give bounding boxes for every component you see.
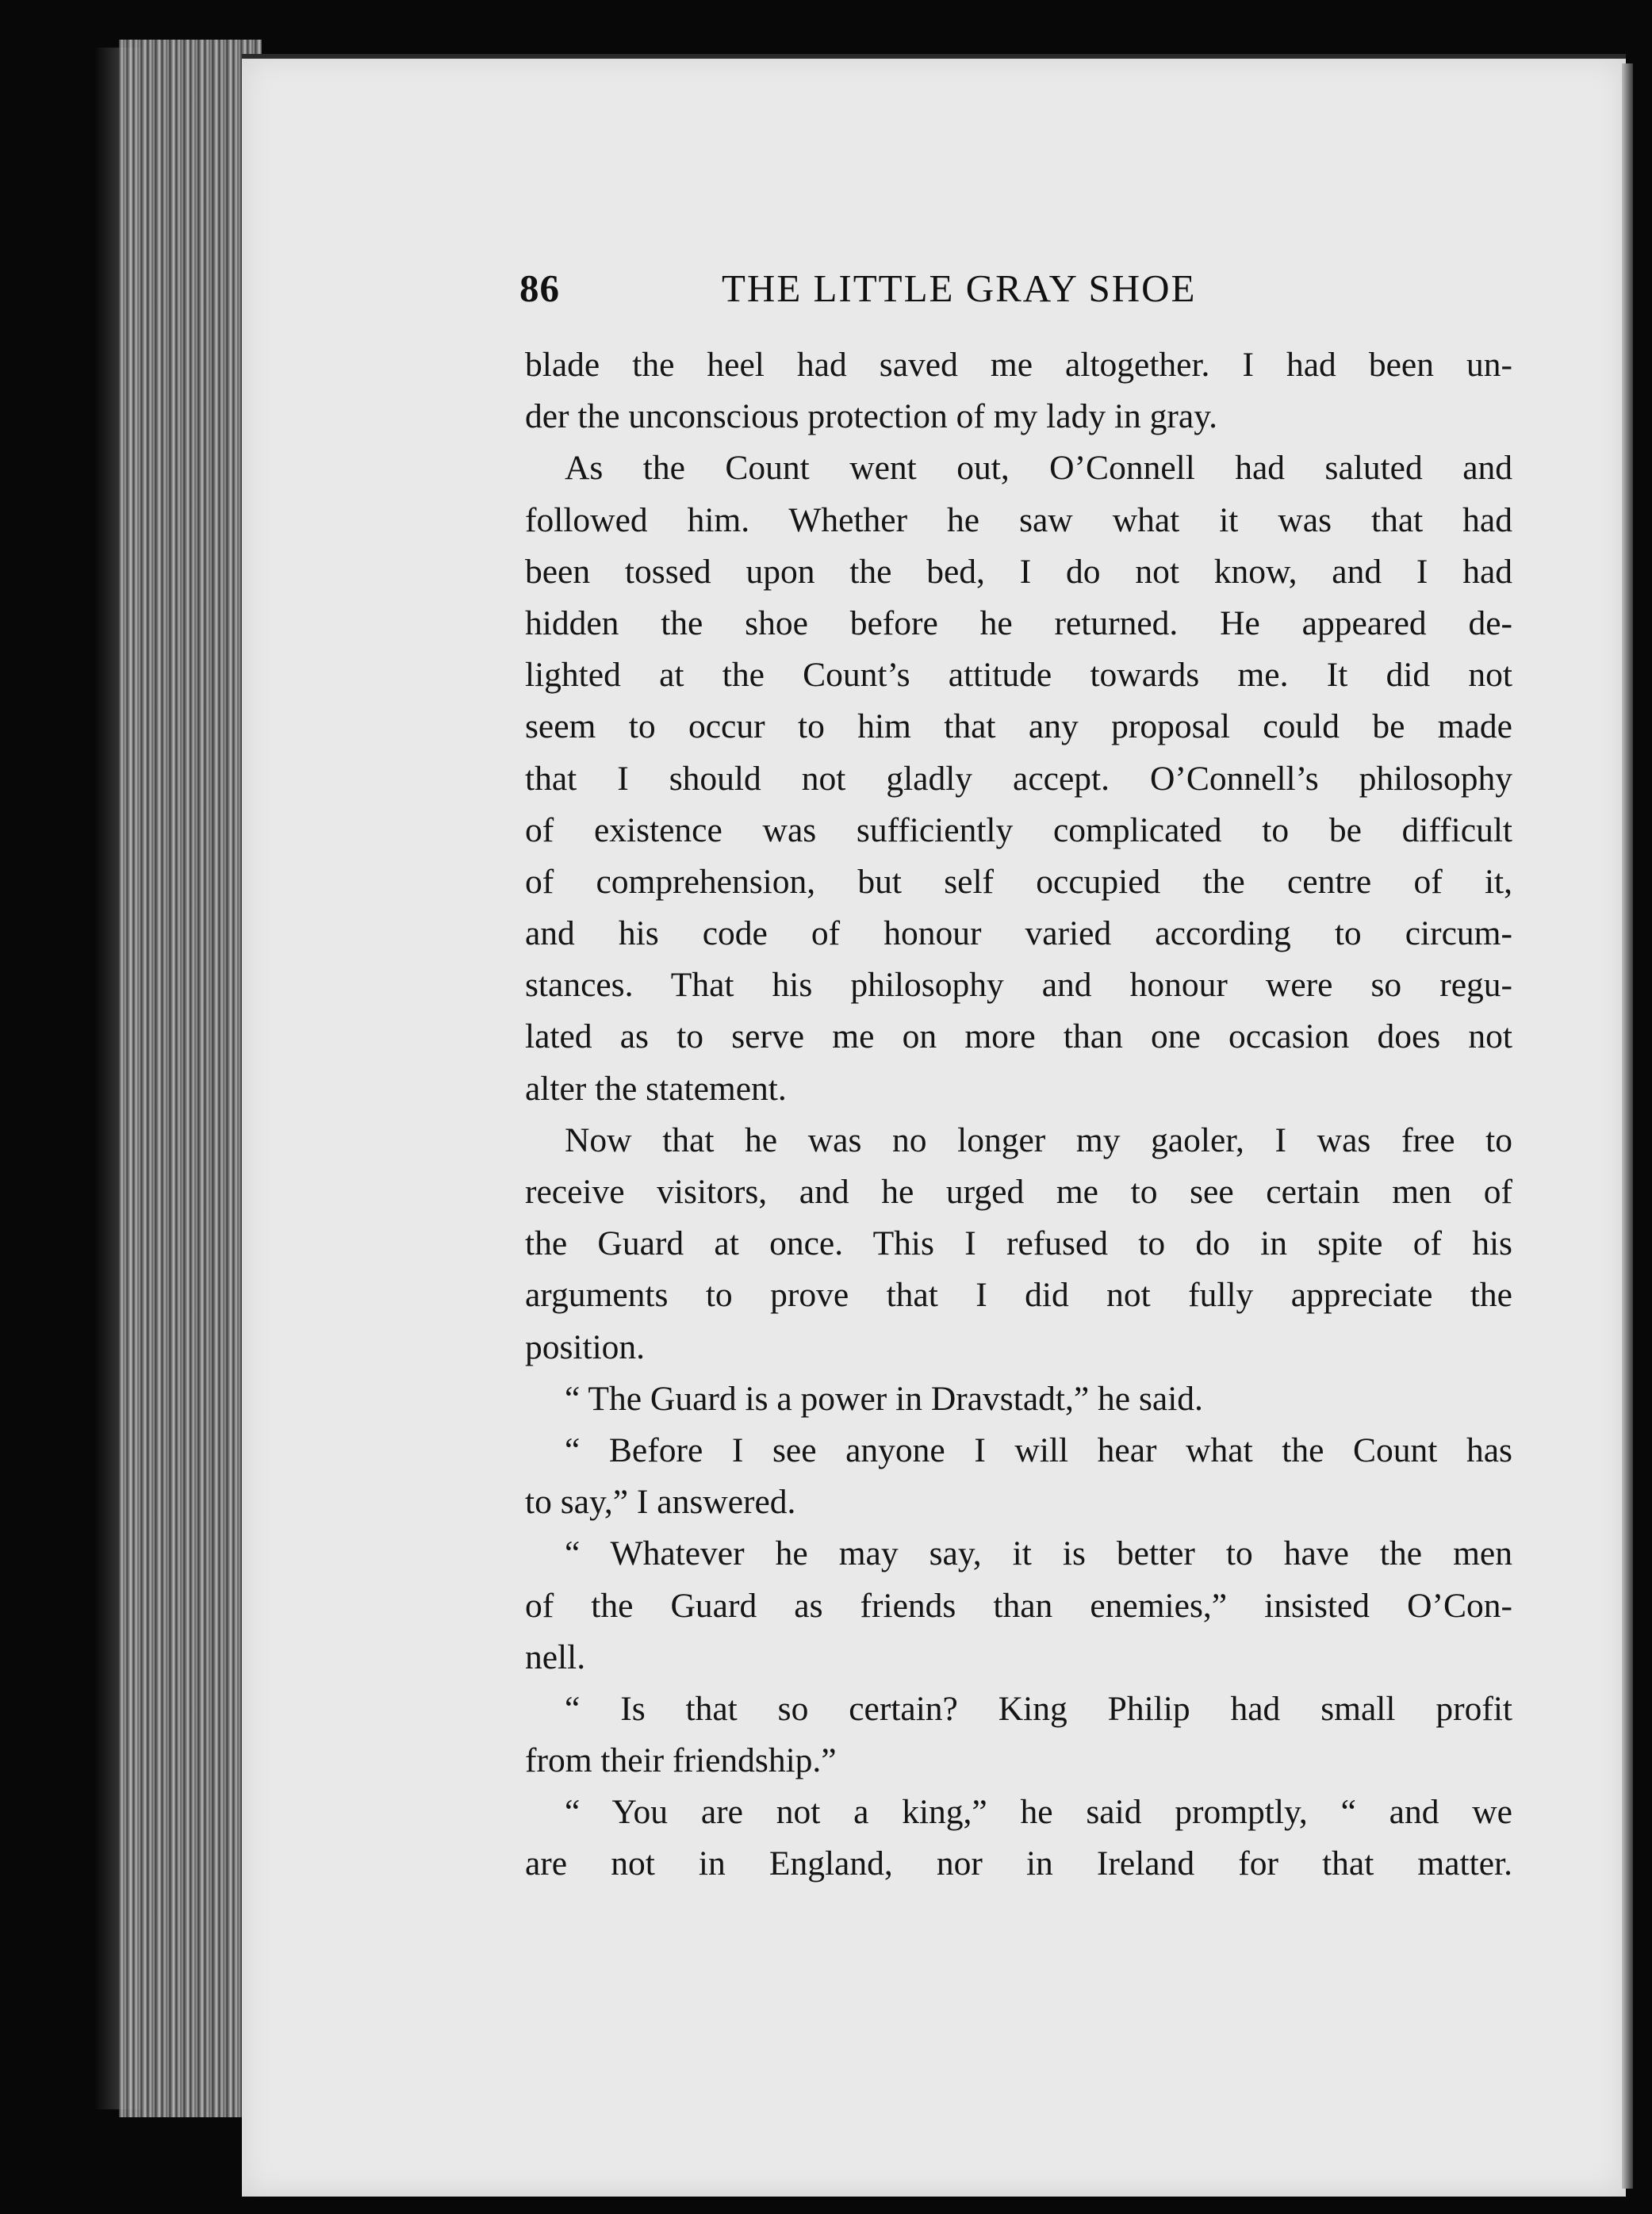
- text-line: are not in England, nor in Ireland for that matter.: [525, 1844, 1512, 1883]
- text-line: “ You are not a king,” he said promptly, “ and we: [565, 1793, 1512, 1832]
- text-line: lated as to serve me on more than one occasion does not: [525, 1017, 1512, 1056]
- text-line: been tossed upon the bed, I do not know, and I had: [525, 552, 1512, 591]
- text-line: position.: [525, 1327, 646, 1366]
- text-line: blade the heel had saved me altogether. I had been un-: [525, 346, 1512, 384]
- text-line: alter the statement.: [525, 1069, 787, 1108]
- text-line: As the Count went out, O’Connell had saluted and: [565, 449, 1512, 488]
- text-line: followed him. Whether he saw what it was that had: [525, 500, 1512, 539]
- text-line: “ The Guard is a power in Dravstadt,” he said.: [565, 1379, 1203, 1418]
- book-page-edges: [119, 40, 262, 2117]
- text-line: receive visitors, and he urged me to see certain men of: [525, 1173, 1512, 1211]
- text-line: of comprehension, but self occupied the centre of it,: [525, 862, 1512, 901]
- text-line: and his code of honour varied according to circum-: [525, 914, 1512, 953]
- page-number: 86: [519, 266, 560, 310]
- text-line: from their friendship.”: [525, 1741, 837, 1780]
- text-line: arguments to prove that I did not fully appreciate the: [525, 1276, 1512, 1315]
- text-line: “ Is that so certain? King Philip had small profit: [565, 1689, 1512, 1728]
- text-line: that I should not gladly accept. O’Connell’s philosophy: [525, 759, 1512, 798]
- text-line: der the unconscious protection of my lady in gray.: [525, 397, 1217, 436]
- text-line: hidden the shoe before he returned. He appeared de-: [525, 603, 1512, 642]
- text-line: seem to occur to him that any proposal could be made: [525, 707, 1512, 746]
- text-line: Now that he was no longer my gaoler, I was free to: [565, 1120, 1512, 1159]
- running-head: [519, 266, 1519, 321]
- body-text: [525, 339, 1512, 1890]
- text-line: stances. That his philosophy and honour were so regu-: [525, 966, 1512, 1005]
- text-line: lighted at the Count’s attitude towards me. It did not: [525, 656, 1512, 695]
- page-right-edge: [1622, 63, 1633, 2189]
- text-line: the Guard at once. This I refused to do in spite of his: [525, 1224, 1512, 1263]
- text-line: of existence was sufficiently complicated to be difficult: [525, 810, 1512, 849]
- page-top-edge: [242, 54, 1626, 59]
- text-line: “ Whatever he may say, it is better to have the men: [565, 1534, 1512, 1573]
- text-line: “ Before I see anyone I will hear what the Count has: [565, 1431, 1512, 1469]
- text-line: nell.: [525, 1638, 586, 1676]
- running-title: THE LITTLE GRAY SHOE: [722, 266, 1197, 310]
- text-line: of the Guard as friends than enemies,” insisted O’Con-: [525, 1586, 1512, 1625]
- text-line: to say,” I answered.: [525, 1483, 796, 1522]
